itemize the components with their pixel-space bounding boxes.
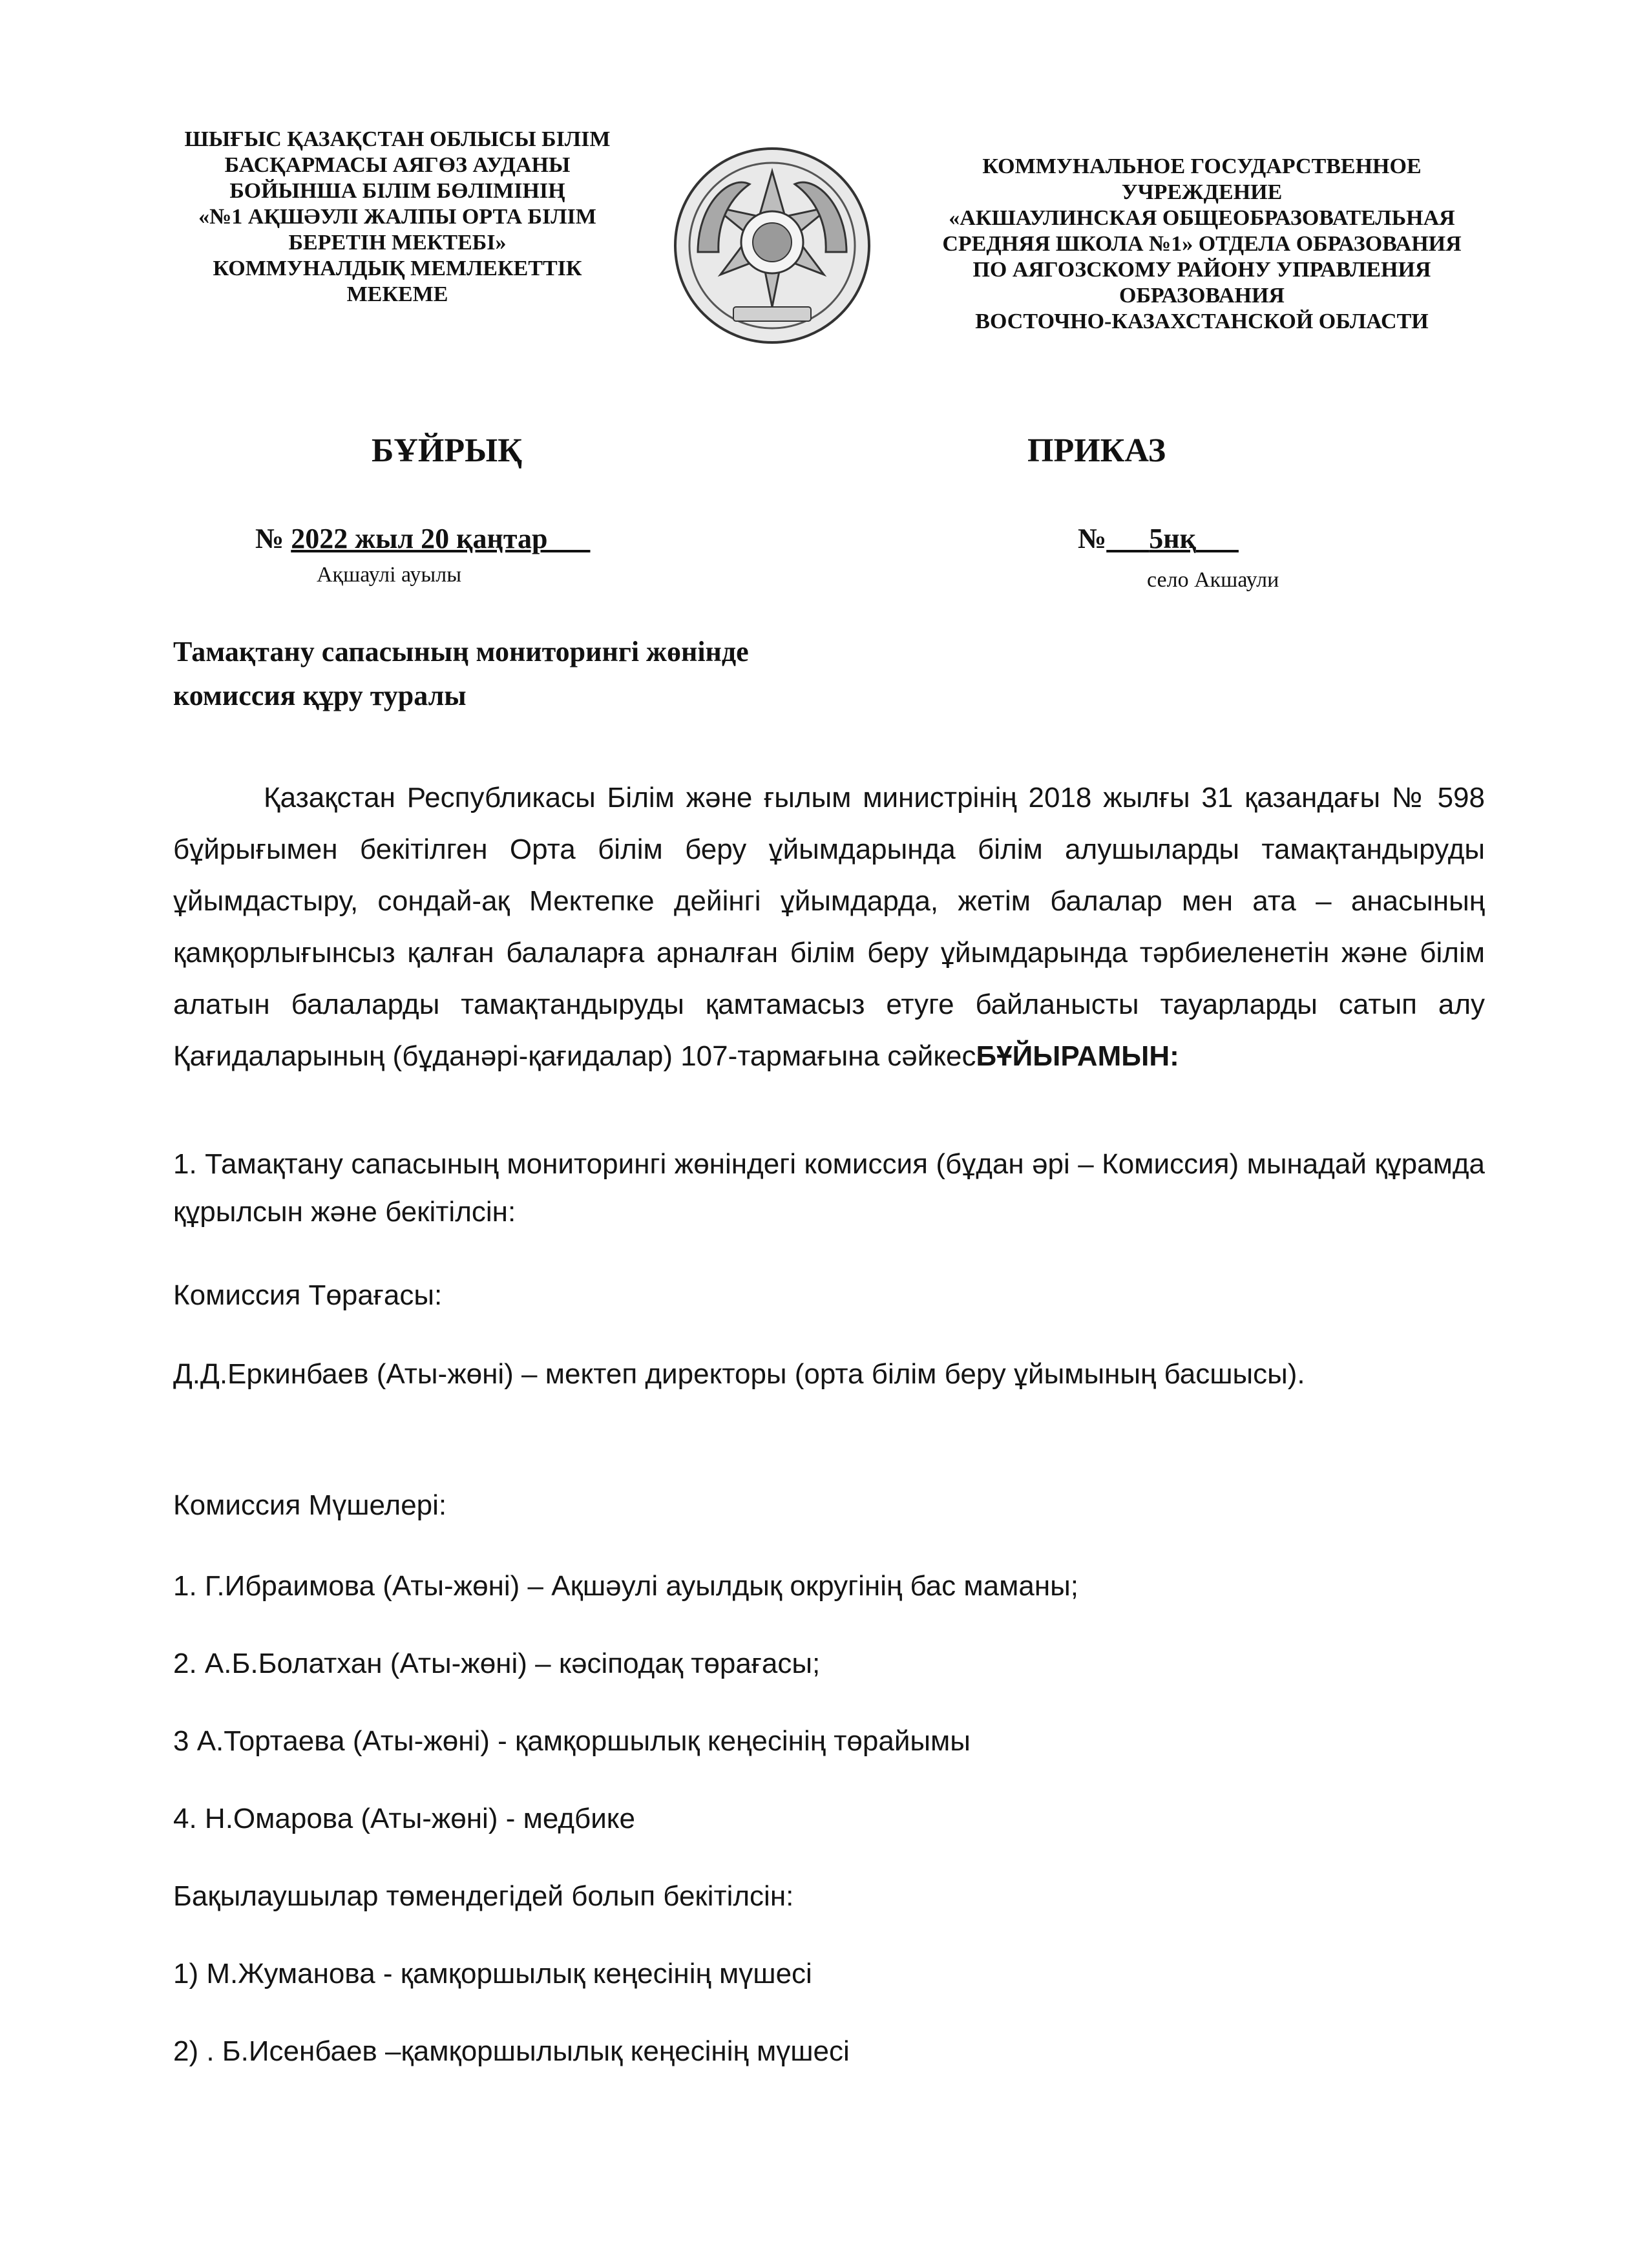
header-right-line: «АКШАУЛИНСКАЯ ОБЩЕОБРАЗОВАТЕЛЬНАЯ [949, 206, 1455, 230]
order-word: БҰЙЫРАМЫН: [976, 1040, 1179, 1072]
header-right-line: ОБРАЗОВАНИЯ [1119, 284, 1285, 308]
header-right-russian [901, 154, 1502, 335]
chair-text: Д.Д.Еркинбаев (Аты-жөні) – мектеп директоры (орта білім беру ұйымының басшысы). [173, 1358, 1305, 1390]
subject-line: Тамақтану сапасының мониторингі жөнінде [173, 636, 749, 667]
header-right-line: ВОСТОЧНО-КАЗАХСТАНСКОЙ ОБЛАСТИ [975, 310, 1429, 333]
order-title-russian: ПРИКАЗ [1027, 432, 1166, 469]
header-right-line: СРЕДНЯЯ ШКОЛА №1» ОТДЕЛА ОБРАЗОВАНИЯ [942, 232, 1462, 256]
order-date-left [255, 522, 591, 556]
observers-heading: Бақылаушылар төмендегідей болып бекітілсін: [173, 1880, 794, 1912]
members-heading: Комиссия Мүшелері: [173, 1489, 447, 1521]
intro-text: Қазақстан Республикасы Білім және ғылым министрінің 2018 жылғы 31 қазандағы № 598 бұйрығымен бекітілген Орта білім беру ұйымдарында білім алушыларды тамақтандыруды ұйымдастыру, сондай-ақ Мектепке дейінгі ұйымдарда, жетім балалар мен ата – анасының қамқорлығынсыз қалған балаларға арналған білім беру ұйымдарында тәрбиеленетін және білім алатын балаларды тамақтандыруды қамтамасыз етуге байланысты тауарларды сатып алу Қағидаларының (бұданәрі-қағидалар) 107-тармағына сәйкес [173, 782, 1485, 1072]
member-item: 3 А.Тортаева (Аты-жөні) - қамқоршылық кеңесінің төрайымы [173, 1725, 971, 1757]
place-russian: село Акшаули [1147, 568, 1279, 592]
subject-line: комиссия құру туралы [173, 680, 467, 711]
observer-item: 2) . Б.Исенбаев –қамқоршылылық кеңесінің мүшесі [173, 2035, 850, 2067]
chair-heading: Комиссия Төрағасы: [173, 1279, 443, 1311]
number-sign: № [1078, 523, 1107, 554]
header-right-line: КОММУНАЛЬНОЕ ГОСУДАРСТВЕННОЕ [982, 154, 1422, 178]
header-left-line: БАСҚАРМАСЫ АЯГӨЗ АУДАНЫ [224, 153, 571, 177]
number-sign: № [255, 523, 291, 554]
order-subject [173, 630, 1013, 718]
header-left-line: ШЫҒЫС ҚАЗАҚСТАН ОБЛЫСЫ БІЛІМ [184, 127, 611, 151]
header-left-line: БОЙЫНША БІЛІМ БӨЛІМІНІҢ [229, 179, 565, 203]
header-left-line: МЕКЕМЕ [346, 282, 448, 306]
underline-fill [548, 523, 591, 554]
member-item: 4. Н.Омарова (Аты-жөні) - медбике [173, 1803, 635, 1834]
header-left-line: «№1 АҚШӘУЛІ ЖАЛПЫ ОРТА БІЛІМ [198, 205, 596, 229]
order-number-right [1078, 522, 1239, 556]
place-kazakh: Ақшаулі ауылы [317, 563, 462, 587]
header-right-line: УЧРЕЖДЕНИЕ [1121, 180, 1283, 204]
header-left-kazakh [152, 127, 643, 308]
header-right-line: ПО АЯГОЗСКОМУ РАЙОНУ УПРАВЛЕНИЯ [972, 258, 1431, 282]
header-left-line: КОММУНАЛДЫҚ МЕМЛЕКЕТТІК [213, 257, 582, 280]
item-1-paragraph: 1. Тамақтану сапасының мониторингі жөніндегі комиссия (бұдан әрі – Комиссия) мынадай құрамда құрылсын және бекітілсін: [173, 1148, 1485, 1228]
order-date: 2022 жыл 20 қаңтар [291, 523, 548, 554]
underline-fill [1106, 523, 1149, 554]
member-item: 1. Г.Ибраимова (Аты-жөні) – Ақшәулі ауылдық округінің бас маманы; [173, 1570, 1078, 1602]
state-emblem-icon [672, 145, 872, 346]
intro-paragraph [173, 772, 1485, 1082]
order-title-kazakh: БҰЙРЫҚ [372, 432, 522, 469]
observer-item: 1) М.Жуманова - қамқоршылық кеңесінің мүшесі [173, 1958, 812, 1990]
underline-fill [1196, 523, 1239, 554]
order-number: 5нқ [1149, 523, 1196, 554]
header-left-line: БЕРЕТІН МЕКТЕБІ» [288, 231, 507, 255]
member-item: 2. А.Б.Болатхан (Аты-жөні) – кәсіподақ төрағасы; [173, 1648, 821, 1679]
